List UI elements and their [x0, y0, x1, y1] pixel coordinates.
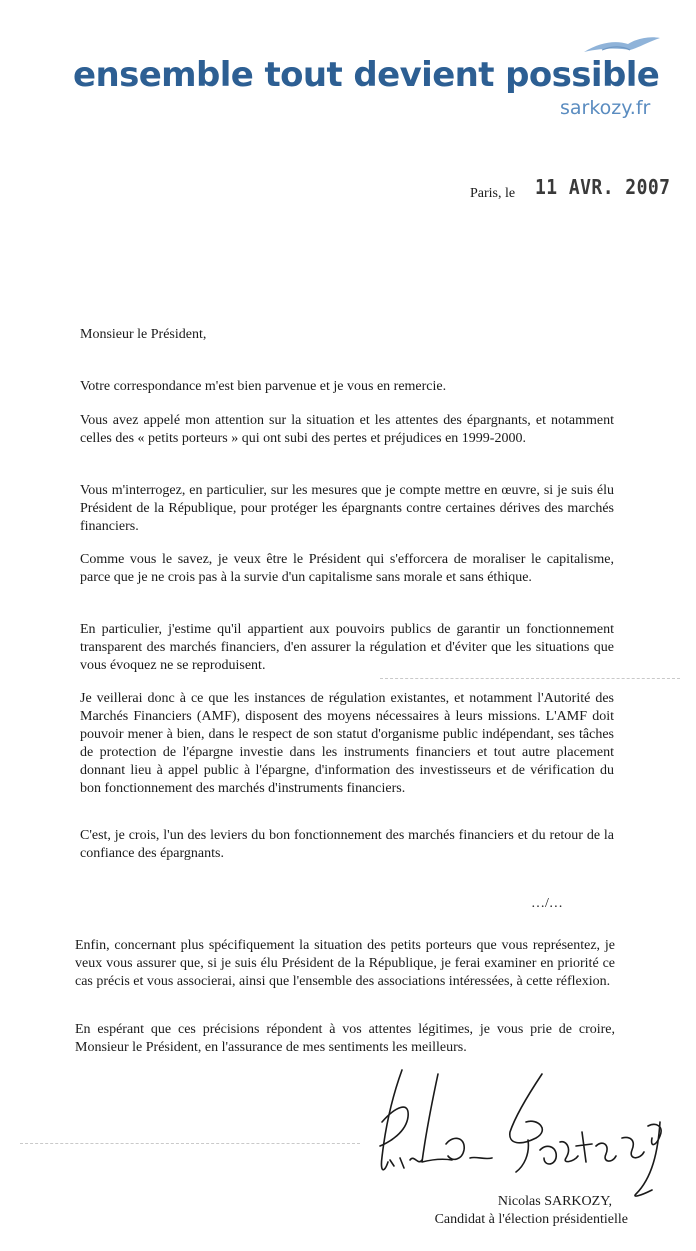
scan-artifact-line	[380, 678, 680, 679]
letter-closing: En espérant que ces précisions répondent à vos attentes légitimes, je vous prie de croire, Monsieur le Président, en l'assurance de mes sentiments les meilleurs.	[75, 1022, 615, 1055]
date-stamp: 11 AVR. 2007	[535, 175, 671, 199]
letter-salutation: Monsieur le Président,	[80, 327, 207, 342]
handwritten-signature	[360, 1062, 670, 1202]
campaign-slogan: ensemble tout devient possible	[73, 55, 660, 95]
letter-paragraph: En particulier, j'estime qu'il appartient aux pouvoirs publics de garantir un fonctionnement transparent des marchés financiers, d'en assurer la régulation et d'éviter que les situations que vous évoquez ne se reproduisent.	[80, 622, 614, 673]
letter-paragraph: Enfin, concernant plus spécifiquement la situation des petits porteurs que vous représentez, je veux vous assurer que, si je suis élu Président de la République, je ferai examiner en priorité ce cas précis et vous associerai, ainsi que l'ensemble des associations intéressées, à cette réflexion.	[75, 938, 615, 989]
signatory-role: Candidat à l'élection présidentielle	[434, 1212, 628, 1227]
continuation-mark: …/…	[531, 896, 563, 911]
letter-paragraph: Je veillerai donc à ce que les instances de régulation existantes, et notamment l'Autorité des Marchés Financiers (AMF), disposent des moyens nécessaires à leurs missions. L'AMF doit pouvoir mener à bien, dans le respect de son statut d'organisme public indépendant, ses tâches de protection de l'épargne investie dans les instruments financiers et tout autre placement donnant lieu à appel public à l'épargne, d'information des investisseurs et de vérification du bon fonctionnement des marchés d'instruments financiers.	[80, 691, 614, 796]
scan-artifact-line	[20, 1143, 360, 1144]
letter-paragraph: Vous avez appelé mon attention sur la situation et les attentes des épargnants, et notamment celles des « petits porteurs » qui ont subi des pertes et préjudices en 1999-2000.	[80, 413, 614, 446]
letter-paragraph: Comme vous le savez, je veux être le Président qui s'efforcera de moraliser le capitalisme, parce que je ne crois pas à la survie d'un capitalisme sans morale et sans éthique.	[80, 552, 614, 585]
letter-paragraph: C'est, je crois, l'un des leviers du bon fonctionnement des marchés financiers et du retour de la confiance des épargnants.	[80, 828, 614, 861]
letter-paragraph: Vous m'interrogez, en particulier, sur les mesures que je compte mettre en œuvre, si je suis élu Président de la République, pour protéger les épargnants contre certaines dérives des marchés financiers.	[80, 483, 614, 534]
website-label: sarkozy.fr	[560, 97, 651, 119]
dateline-place: Paris, le	[470, 186, 516, 201]
letter-paragraph: Votre correspondance m'est bien parvenue et je vous en remercie.	[80, 379, 447, 394]
signatory-name: Nicolas SARKOZY,	[497, 1194, 612, 1209]
